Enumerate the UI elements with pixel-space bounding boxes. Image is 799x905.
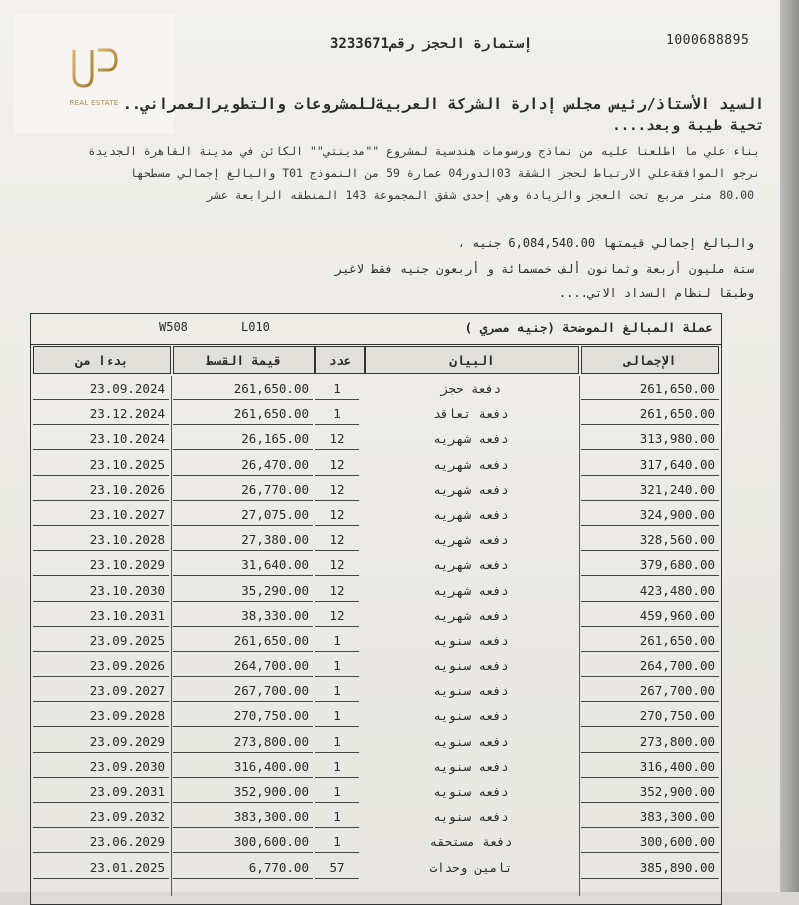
total-cell: 261,650.00 [581,630,719,652]
table-row [31,703,721,728]
total-amount-line: والبالغ إجمالي قيمتها 6,084,540.00 جنيه ، [457,236,754,250]
total-cell: 383,300.00 [581,806,719,828]
header-start-from: بدءا من [33,346,171,374]
total-cell: 321,240.00 [581,479,719,501]
installment-value-cell: 267,700.00 [173,680,313,702]
count-cell: 12 [315,479,359,501]
installment-value-cell: 383,300.00 [173,806,313,828]
form-title: إستمارة الحجز رقم3233671 [330,36,533,52]
count-cell: 1 [315,630,359,652]
count-cell: 1 [315,680,359,702]
installment-value-cell: 261,650.00 [173,630,313,652]
letter-line-1: بناء علي ما اطلعنا عليه من نماذج ورسومات هندسية لمشروع ""مدينتي"" الكائن في مدينة القاهرة الجديدة [88,144,760,158]
currency-label: عملة المبالغ الموضحة (جنيه مصري ) [464,320,713,335]
header-installment-value: قيمة القسط [173,346,315,374]
count-cell: 1 [315,705,359,727]
installment-value-cell: 352,900.00 [173,781,313,803]
count-cell: 1 [315,731,359,753]
start-from-cell: 23.09.2028 [33,705,169,727]
description-cell: دفعه سنويه [433,683,509,699]
description-cell: دفعه شهريه [433,582,509,598]
total-cell: 300,600.00 [581,831,719,853]
description-cell: دفعه سنويه [433,708,509,724]
installment-value-cell: 270,750.00 [173,705,313,727]
table-row [31,527,721,552]
installment-value-cell: 31,640.00 [173,554,313,576]
table-row [31,653,721,678]
table-row [31,603,721,628]
total-cell: 324,900.00 [581,504,719,526]
start-from-cell: 23.09.2029 [33,731,169,753]
description-cell: دفعه سنويه [433,632,509,648]
count-cell: 1 [315,655,359,677]
count-cell: 12 [315,529,359,551]
table-row [31,426,721,451]
letter-line-2: نرجو الموافقةعلي الارتباط لحجز الشقة 03الدور04 عمارة 59 من النموذج T01 والبالغ إجمالي مسطحها [129,166,760,180]
table-row [31,678,721,703]
header-total: الإجمالى [581,346,719,374]
installment-value-cell: 38,330.00 [173,605,313,627]
description-cell: دفعه سنويه [433,733,509,749]
installment-value-cell: 300,600.00 [173,831,313,853]
company-logo [14,14,174,134]
description-cell: دفعه شهريه [433,456,509,472]
count-cell: 1 [315,831,359,853]
table-row [31,779,721,804]
installment-value-cell: 27,075.00 [173,504,313,526]
installment-value-cell: 27,380.00 [173,529,313,551]
count-cell: 1 [315,781,359,803]
total-cell: 316,400.00 [581,756,719,778]
table-header [31,346,721,374]
installment-value-cell: 316,400.00 [173,756,313,778]
total-cell: 267,700.00 [581,680,719,702]
header-description: البيان [365,346,579,374]
table-row [31,628,721,653]
description-cell: دفعة تعاقد [433,406,509,422]
start-from-cell: 23.06.2029 [33,831,169,853]
table-row [31,452,721,477]
total-cell: 385,890.00 [581,857,719,879]
total-cell: 261,650.00 [581,378,719,400]
table-row [31,477,721,502]
description-cell: دفعه سنويه [433,758,509,774]
total-cell: 261,650.00 [581,403,719,425]
start-from-cell: 23.10.2024 [33,428,169,450]
table-row [31,804,721,829]
installment-value-cell: 26,470.00 [173,454,313,476]
amount-in-words: ستة مليون أربعة وثمانون ألف خمسمائة و أربعون جنيه فقط لاغير [334,262,754,276]
description-cell: دفعة حجز [440,381,502,396]
table-row [31,855,721,880]
table-row [31,578,721,603]
count-cell: 12 [315,605,359,627]
description-cell: دفعه سنويه [433,658,509,674]
description-cell: دفعة مستحقه [429,834,513,850]
start-from-cell: 23.10.2028 [33,529,169,551]
count-cell: 12 [315,580,359,602]
description-cell: دفعه شهريه [433,506,509,522]
count-cell: 57 [315,857,359,879]
start-from-cell: 23.10.2026 [33,479,169,501]
start-from-cell: 23.10.2025 [33,454,169,476]
unit-code-b: L010 [241,320,270,334]
total-cell: 313,980.00 [581,428,719,450]
installment-value-cell: 35,290.00 [173,580,313,602]
start-from-cell: 23.01.2025 [33,857,169,879]
table-row [31,401,721,426]
description-cell: دفعه سنويه [433,809,509,825]
table-body [31,376,721,880]
total-cell: 270,750.00 [581,705,719,727]
document-number: 1000688895 [666,33,750,48]
total-cell: 379,680.00 [581,554,719,576]
installment-value-cell: 26,165.00 [173,428,313,450]
greeting: تحية طيبة وبعد.... [612,118,764,134]
start-from-cell: 23.10.2030 [33,580,169,602]
description-cell: دفعه شهريه [433,481,509,497]
description-cell: دفعه شهريه [433,431,509,447]
total-cell: 352,900.00 [581,781,719,803]
count-cell: 1 [315,756,359,778]
table-row [31,729,721,754]
start-from-cell: 23.09.2026 [33,655,169,677]
installment-value-cell: 273,800.00 [173,731,313,753]
paper-edge [780,0,799,892]
description-cell: دفعه شهريه [433,557,509,573]
total-cell: 328,560.00 [581,529,719,551]
currency-row [31,314,721,345]
start-from-cell: 23.09.2025 [33,630,169,652]
description-cell: دفعه سنويه [433,784,509,799]
start-from-cell: 23.09.2027 [33,680,169,702]
count-cell: 12 [315,428,359,450]
count-cell: 1 [315,806,359,828]
installment-value-cell: 26,770.00 [173,479,313,501]
description-cell: دفعه شهريه [433,532,509,548]
description-cell: دفعه شهريه [433,607,509,623]
uip-logo-icon [70,46,118,98]
total-cell: 459,960.00 [581,605,719,627]
table-row [31,829,721,854]
total-cell: 423,480.00 [581,580,719,602]
count-cell: 1 [315,378,359,400]
start-from-cell: 23.09.2030 [33,756,169,778]
count-cell: 12 [315,554,359,576]
count-cell: 12 [315,504,359,526]
total-cell: 317,640.00 [581,454,719,476]
logo-subtitle: REAL ESTATE [69,99,119,107]
payment-schedule-table [30,313,722,905]
header-count: عدد [315,346,365,374]
table-row [31,502,721,527]
count-cell: 1 [315,403,359,425]
count-cell: 12 [315,454,359,476]
unit-code-a: W508 [159,320,188,334]
start-from-cell: 23.10.2029 [33,554,169,576]
installment-value-cell: 261,650.00 [173,403,313,425]
table-row [31,754,721,779]
start-from-cell: 23.09.2032 [33,806,169,828]
table-row [31,552,721,577]
installment-value-cell: 264,700.00 [173,655,313,677]
table-row [31,376,721,401]
start-from-cell: 23.09.2031 [33,781,169,803]
start-from-cell: 23.12.2024 [33,403,169,425]
letter-line-3: 80.00 متر مربع تحت العجز والزيادة وهي إحدى شقق المجموعة 143 المنطقه الرابعة عشر [207,188,754,202]
total-cell: 264,700.00 [581,655,719,677]
start-from-cell: 23.10.2031 [33,605,169,627]
total-cell: 273,800.00 [581,731,719,753]
payment-plan-intro: وطبقا لنظام السداد الاتي.... [558,286,754,300]
start-from-cell: 23.09.2024 [33,378,169,400]
installment-value-cell: 6,770.00 [173,857,313,879]
description-cell: تامين وحدات [429,859,513,875]
salutation: السيد الأستاذ/رئيس مجلس إدارة الشركة العربيةللمشروعات والتطويرالعمراني.. [122,95,764,113]
start-from-cell: 23.10.2027 [33,504,169,526]
installment-value-cell: 261,650.00 [173,378,313,400]
